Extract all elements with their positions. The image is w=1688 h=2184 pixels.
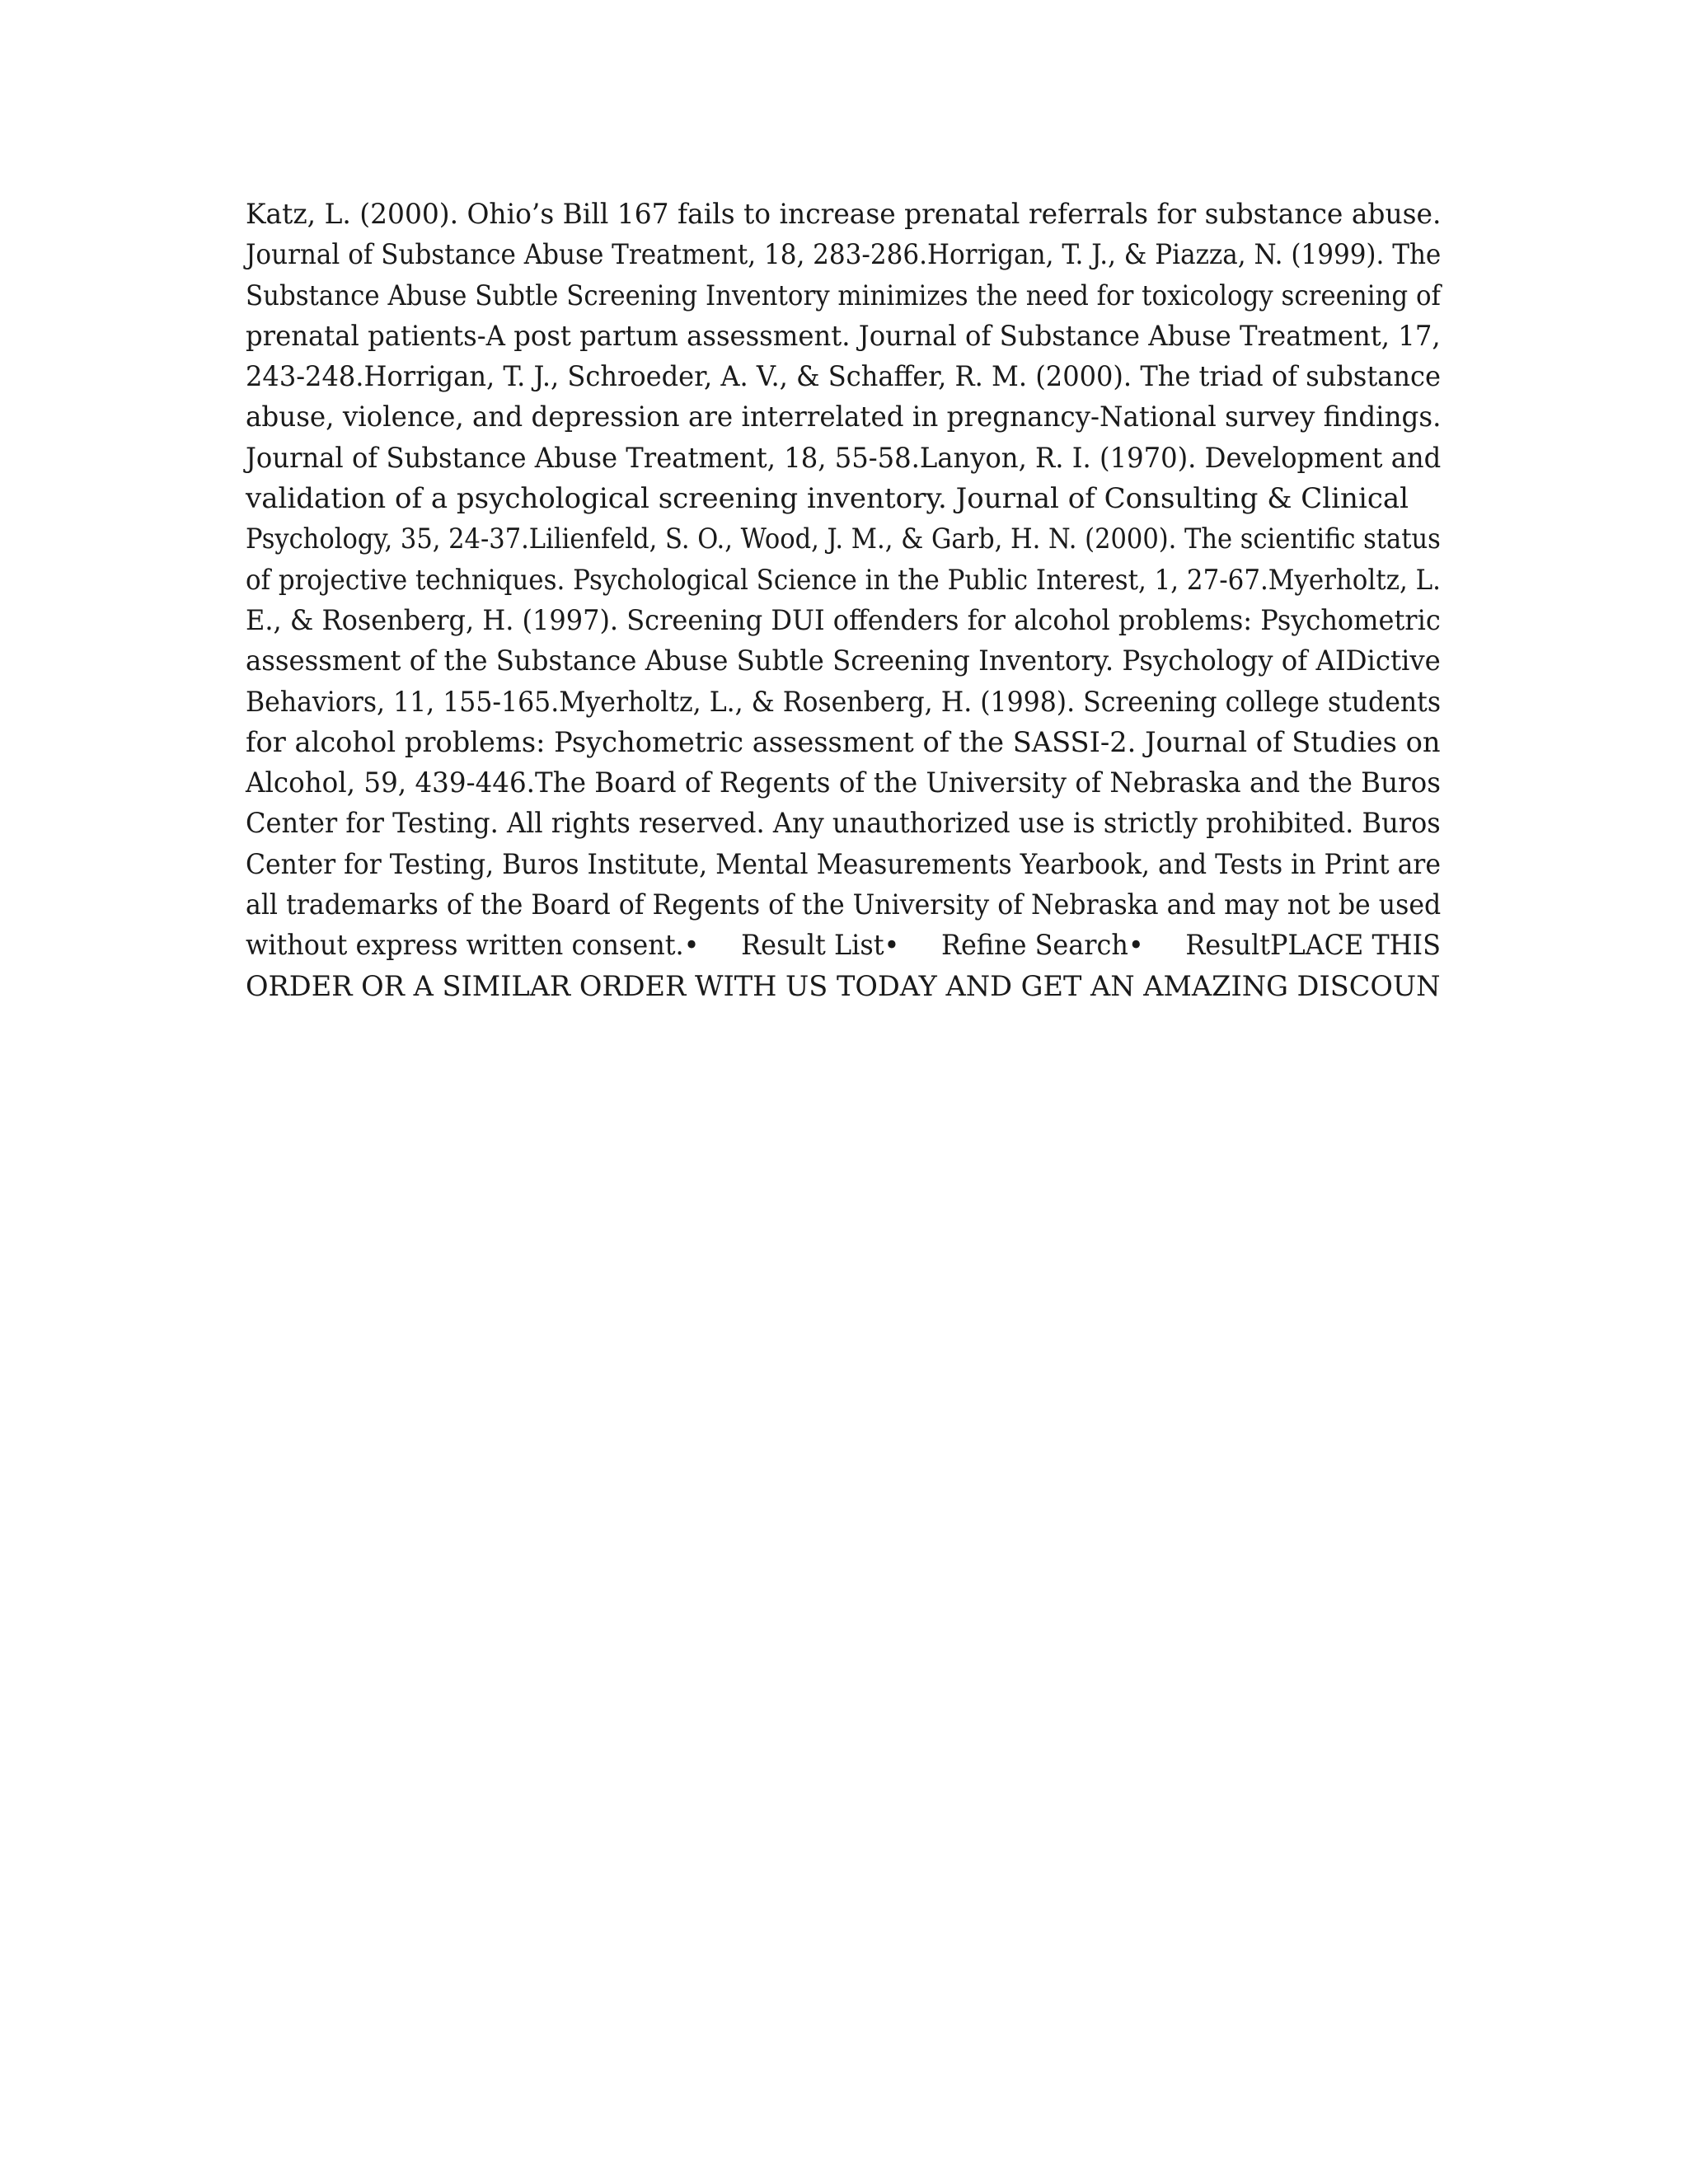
text-line: Katz, L. (2000). Ohio’s Bill 167 fails to increase prenatal referrals for substance abuse. (246, 198, 1442, 231)
text-line: Journal of Substance Abuse Treatment, 18, 55-58.Lanyon, R. I. (1970). Development and (246, 441, 1442, 475)
text-line: without express written consent.• Result List• Refine Search• ResultPLACE THIS (246, 929, 1441, 963)
reference-text-block (246, 194, 1441, 1007)
text-line: Alcohol, 59, 439-446.The Board of Regents of the University of Nebraska and the Buros (246, 766, 1441, 800)
text-line: abuse, violence, and depression are interrelated in pregnancy-National survey findings. (246, 401, 1442, 434)
text-line: all trademarks of the Board of Regents of the University of Nebraska and may not be used (246, 888, 1442, 922)
text-line: ORDER OR A SIMILAR ORDER WITH US TODAY AND GET AN AMAZING DISCOUN (246, 969, 1441, 1003)
text-line: Substance Abuse Subtle Screening Inventory minimizes the need for toxicology screening of (246, 279, 1441, 312)
text-line: for alcohol problems: Psychometric assessment of the SASSI-2. Journal of Studies on (246, 725, 1441, 759)
text-line: Psychology, 35, 24-37.Lilienfeld, S. O., Wood, J. M., & Garb, H. N. (2000). The scientific status (246, 523, 1441, 556)
text-line: 243-248.Horrigan, T. J., Schroeder, A. V., & Schaffer, R. M. (2000). The triad of substance (246, 360, 1442, 394)
text-line: assessment of the Substance Abuse Subtle Screening Inventory. Psychology of AIDictive (246, 644, 1441, 678)
text-line: Center for Testing. All rights reserved. Any unauthorized use is strictly prohibited. Buros (246, 807, 1441, 841)
text-line: prenatal patients-A post partum assessment. Journal of Substance Abuse Treatment, 17, (246, 319, 1441, 353)
text-line: E., & Rosenberg, H. (1997). Screening DUI offenders for alcohol problems: Psychometric (246, 603, 1441, 637)
text-line: Journal of Substance Abuse Treatment, 18, 283-286.Horrigan, T. J., & Piazza, N. (1999). The (246, 238, 1442, 272)
text-line: Behaviors, 11, 155-165.Myerholtz, L., & Rosenberg, H. (1998). Screening college students (246, 685, 1442, 719)
text-line: Center for Testing, Buros Institute, Mental Measurements Yearbook, and Tests in Print are (246, 847, 1441, 881)
text-line: validation of a psychological screening inventory. Journal of Consulting & Clinical (246, 482, 1409, 516)
text-line: of projective techniques. Psychological Science in the Public Interest, 1, 27-67.Myerholtz, L. (246, 563, 1441, 597)
